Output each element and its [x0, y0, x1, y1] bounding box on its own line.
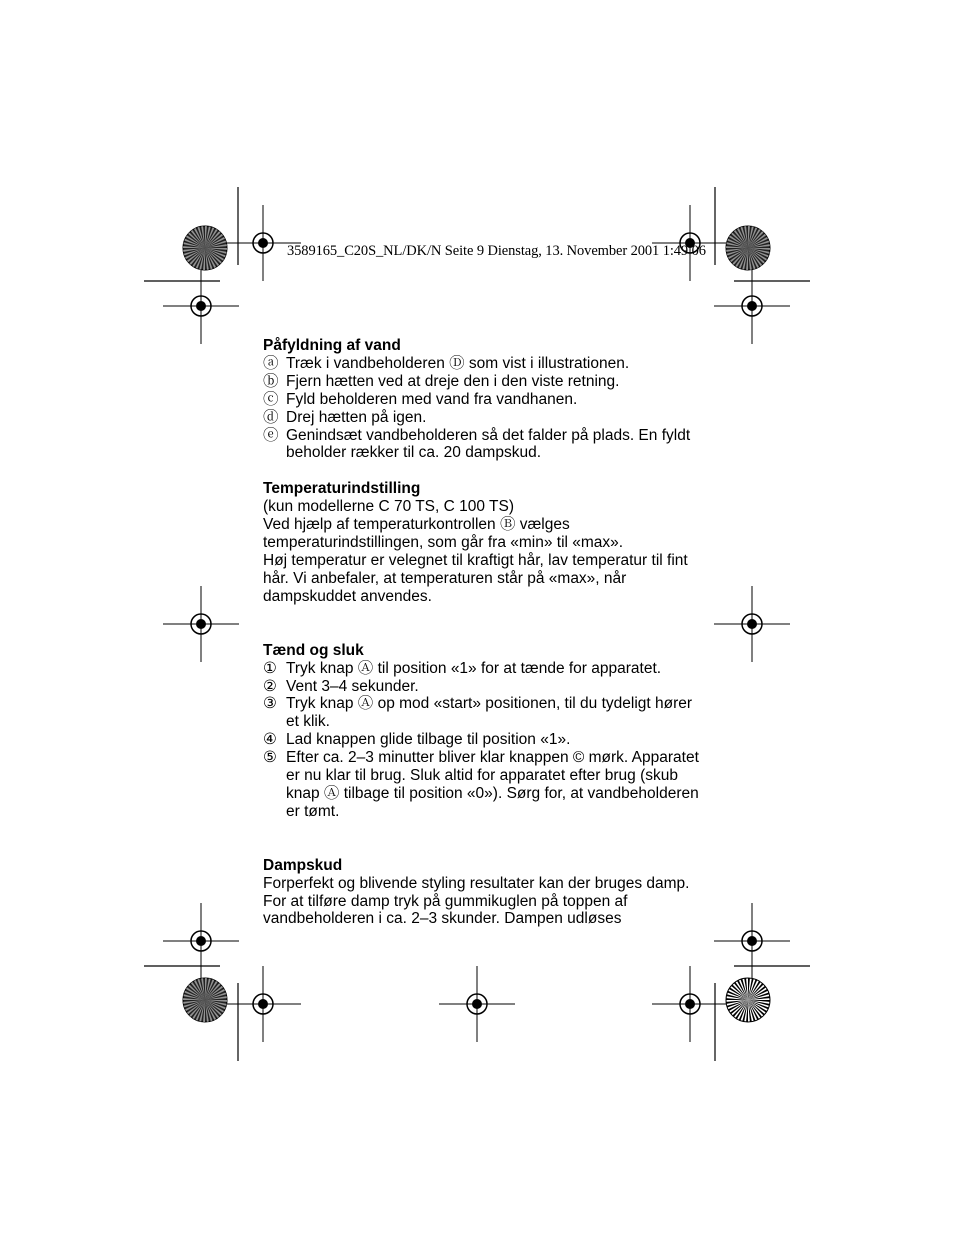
step-marker: ⓓ: [263, 408, 279, 426]
section-title-temperature: Temperaturindstilling: [263, 480, 421, 498]
list-item: [263, 660, 703, 678]
step-marker: ⓐ: [263, 354, 279, 372]
step-marker: ③: [263, 695, 277, 713]
step-marker: ⓔ: [263, 426, 279, 444]
section-filling: [263, 337, 703, 462]
section-title-steam: Dampskud: [263, 856, 343, 874]
star-target: [183, 226, 227, 270]
registration-mark: [439, 966, 515, 1042]
list-item: [263, 731, 703, 749]
list-item: [263, 355, 703, 373]
print-header: 3589165_C20S_NL/DK/N Seite 9 Dienstag, 13. November 2001 1:49 06: [287, 243, 706, 259]
list-item: [263, 373, 703, 391]
registration-mark: [163, 586, 239, 662]
registration-mark: [714, 903, 790, 979]
list-item: [263, 749, 703, 821]
star-target: [726, 226, 770, 270]
registration-mark: [714, 268, 790, 344]
registration-mark: [714, 586, 790, 662]
step-marker: ⓑ: [263, 372, 279, 390]
list-item: [263, 409, 703, 427]
paragraph: Forperfekt og blivende styling resultater kan der bruges damp.: [263, 874, 690, 892]
registration-mark: [225, 966, 301, 1042]
list-item: [263, 695, 703, 731]
registration-mark: [652, 966, 728, 1042]
section-temperature: [263, 480, 703, 605]
registration-mark: [163, 268, 239, 344]
step-text: Træk i vandbeholderen Ⓓ som vist i illustrationen.: [286, 354, 630, 372]
step-text: Vent 3–4 sekunder.: [286, 677, 419, 695]
section-steam: [263, 857, 703, 929]
list-item: [263, 427, 703, 463]
step-text: Tryk knap Ⓐ til position «1» for at tænde for apparatet.: [286, 659, 662, 677]
paragraph: For at tilføre damp tryk på gummikuglen på toppen af vandbeholderen i ca. 2–3 skunder. Dampen udløses: [263, 892, 628, 928]
step-text: Fyld beholderen med vand fra vandhanen.: [286, 390, 578, 408]
paragraph: Høj temperatur er velegnet til kraftigt hår, lav temperatur til fint hår. Vi anbefaler, at temperaturen står på «max», når dampskuddet anvendes.: [263, 551, 688, 605]
step-marker: ④: [263, 731, 277, 749]
section-title-filling: Påfyldning af vand: [263, 337, 401, 354]
step-text: Drej hætten på igen.: [286, 408, 427, 426]
step-text: Tryk knap Ⓐ op mod «start» positionen, til du tydeligt hører et klik.: [286, 695, 693, 731]
step-marker: ①: [263, 659, 277, 677]
step-text: Lad knappen glide tilbage til position «1».: [286, 731, 571, 749]
switch-steps: [263, 660, 703, 821]
registration-mark: [163, 903, 239, 979]
step-text: Fjern hætten ved at dreje den i den viste retning.: [286, 372, 620, 390]
page-content: [263, 337, 703, 928]
section-switch: [263, 642, 703, 821]
list-item: [263, 391, 703, 409]
section-title-switch: Tænd og sluk: [263, 641, 364, 659]
paragraph: (kun modellerne C 70 TS, C 100 TS): [263, 498, 514, 516]
star-target: [183, 978, 227, 1022]
step-marker: ②: [263, 677, 277, 695]
step-text: Genindsæt vandbeholderen så det falder på plads. En fyldt beholder rækker til ca. 20 dampskud.: [286, 426, 691, 462]
star-target: [726, 978, 770, 1022]
step-text: Efter ca. 2–3 minutter bliver klar knappen © mørk. Apparatet er nu klar til brug. Sluk altid for apparatet efter brug (skub knap Ⓐ tilbage til position «0»). Sørg for, at vandbeholderen er tømt.: [286, 749, 699, 820]
list-item: [263, 678, 703, 696]
filling-steps: [263, 355, 703, 462]
step-marker: ⓒ: [263, 390, 279, 408]
paragraph: Ved hjælp af temperaturkontrollen Ⓑ vælges temperaturindstillingen, som går fra «min» til «max».: [263, 516, 624, 552]
step-marker: ⑤: [263, 749, 277, 767]
